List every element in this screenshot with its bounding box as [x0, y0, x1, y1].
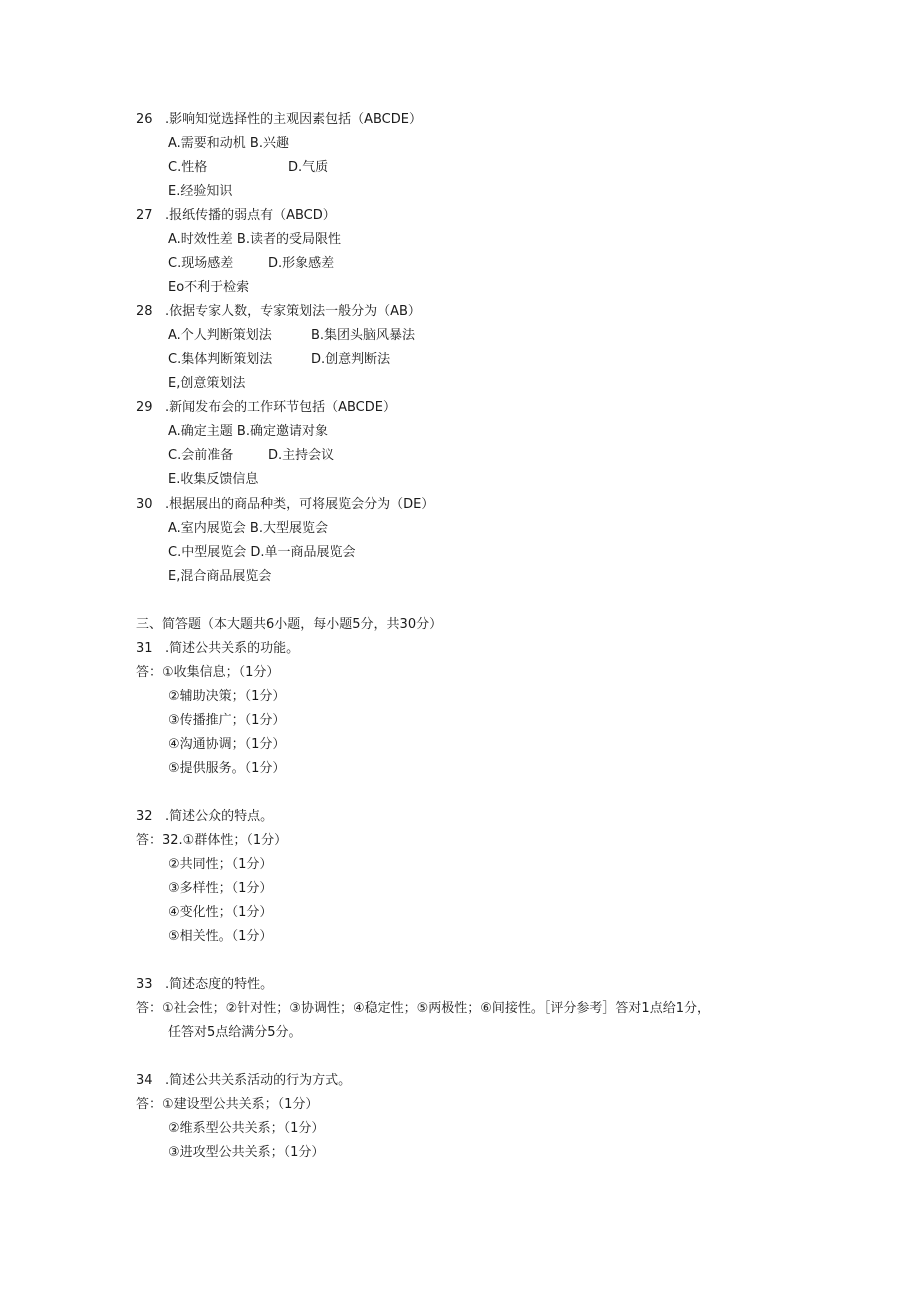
question-stem: .简述公众的特点。	[164, 809, 274, 824]
question-number: 26	[136, 112, 153, 127]
question-stem: .新闻发布会的工作环节包括（ABCDE）	[164, 400, 396, 415]
option-d: D.气质	[288, 160, 329, 175]
option-e: Eo不利于检索	[168, 280, 250, 295]
answer-line: ④变化性；（1分）	[168, 905, 273, 920]
option-ab: A.时效性差 B.读者的受局限性	[168, 232, 341, 247]
option-ab: A.需要和动机 B.兴趣	[168, 136, 289, 151]
option-d: D.创意判断法	[311, 352, 391, 367]
option-e: E.收集反馈信息	[168, 472, 259, 487]
option-d: D.主持会议	[268, 448, 335, 463]
question-stem: .简述公共关系活动的行为方式。	[164, 1073, 352, 1088]
answer-line: 任答对5点给满分5分。	[168, 1025, 302, 1040]
question-33	[136, 977, 273, 993]
answer-line: ②辅助决策；（1分）	[168, 689, 286, 704]
answer-line: ③进攻型公共关系；（1分）	[168, 1145, 325, 1160]
question-number: 33	[136, 977, 153, 992]
question-27	[136, 208, 336, 224]
question-number: 34	[136, 1073, 153, 1088]
answer-line: 答：①收集信息；（1分）	[136, 665, 280, 680]
answer-line: ⑤相关性。（1分）	[168, 929, 273, 944]
option-e: E,混合商品展览会	[168, 569, 272, 584]
question-number: 32	[136, 809, 153, 824]
question-stem: .简述公共关系的功能。	[164, 641, 300, 656]
question-number: 27	[136, 208, 153, 223]
question-26	[136, 112, 422, 128]
question-29	[136, 400, 396, 416]
question-32	[136, 809, 273, 825]
answer-line: ⑤提供服务。（1分）	[168, 761, 286, 776]
option-e: E.经验知识	[168, 184, 233, 199]
answer-line: ②共同性；（1分）	[168, 857, 273, 872]
option-a: A.个人判断策划法	[168, 328, 272, 343]
option-ab: A.确定主题 B.确定邀请对象	[168, 424, 328, 439]
option-c: C.集体判断策划法	[168, 352, 273, 367]
option-c: C.会前准备	[168, 448, 234, 463]
option-cd: C.中型展览会 D.单一商品展览会	[168, 545, 356, 560]
answer-line: ④沟通协调；（1分）	[168, 737, 286, 752]
question-number: 30	[136, 497, 153, 512]
option-b: B.集团头脑风暴法	[311, 328, 416, 343]
option-ab: A.室内展览会 B.大型展览会	[168, 521, 328, 536]
question-28	[136, 304, 421, 320]
question-stem: .根据展出的商品种类，可将展览会分为（DE）	[164, 497, 435, 512]
question-stem: .依据专家人数，专家策划法一般分为（AB）	[164, 304, 421, 319]
answer-line: 答：①建设型公共关系；（1分）	[136, 1097, 319, 1112]
option-d: D.形象感差	[268, 256, 335, 271]
question-31	[136, 641, 299, 657]
question-stem: .简述态度的特性。	[164, 977, 274, 992]
question-30	[136, 497, 434, 513]
question-number: 28	[136, 304, 153, 319]
answer-line: 答：32.①群体性；（1分）	[136, 833, 288, 848]
section-heading: 三、简答题（本大题共6小题，每小题5分，共30分）	[136, 617, 443, 632]
answer-line: ②维系型公共关系；（1分）	[168, 1121, 325, 1136]
option-e: E,创意策划法	[168, 376, 246, 391]
answer-line: ③传播推广；（1分）	[168, 713, 286, 728]
answer-line: 答：①社会性；②针对性；③协调性；④稳定性；⑤两极性；⑥间接性。［评分参考］答对1点给1分，	[136, 1001, 710, 1016]
question-number: 31	[136, 641, 153, 656]
question-stem: .影响知觉选择性的主观因素包括（ABCDE）	[164, 112, 422, 127]
question-number: 29	[136, 400, 153, 415]
question-stem: .报纸传播的弱点有（ABCD）	[164, 208, 336, 223]
answer-line: ③多样性；（1分）	[168, 881, 273, 896]
option-c: C.性格	[168, 160, 208, 175]
question-34	[136, 1073, 351, 1089]
option-c: C.现场感差	[168, 256, 234, 271]
